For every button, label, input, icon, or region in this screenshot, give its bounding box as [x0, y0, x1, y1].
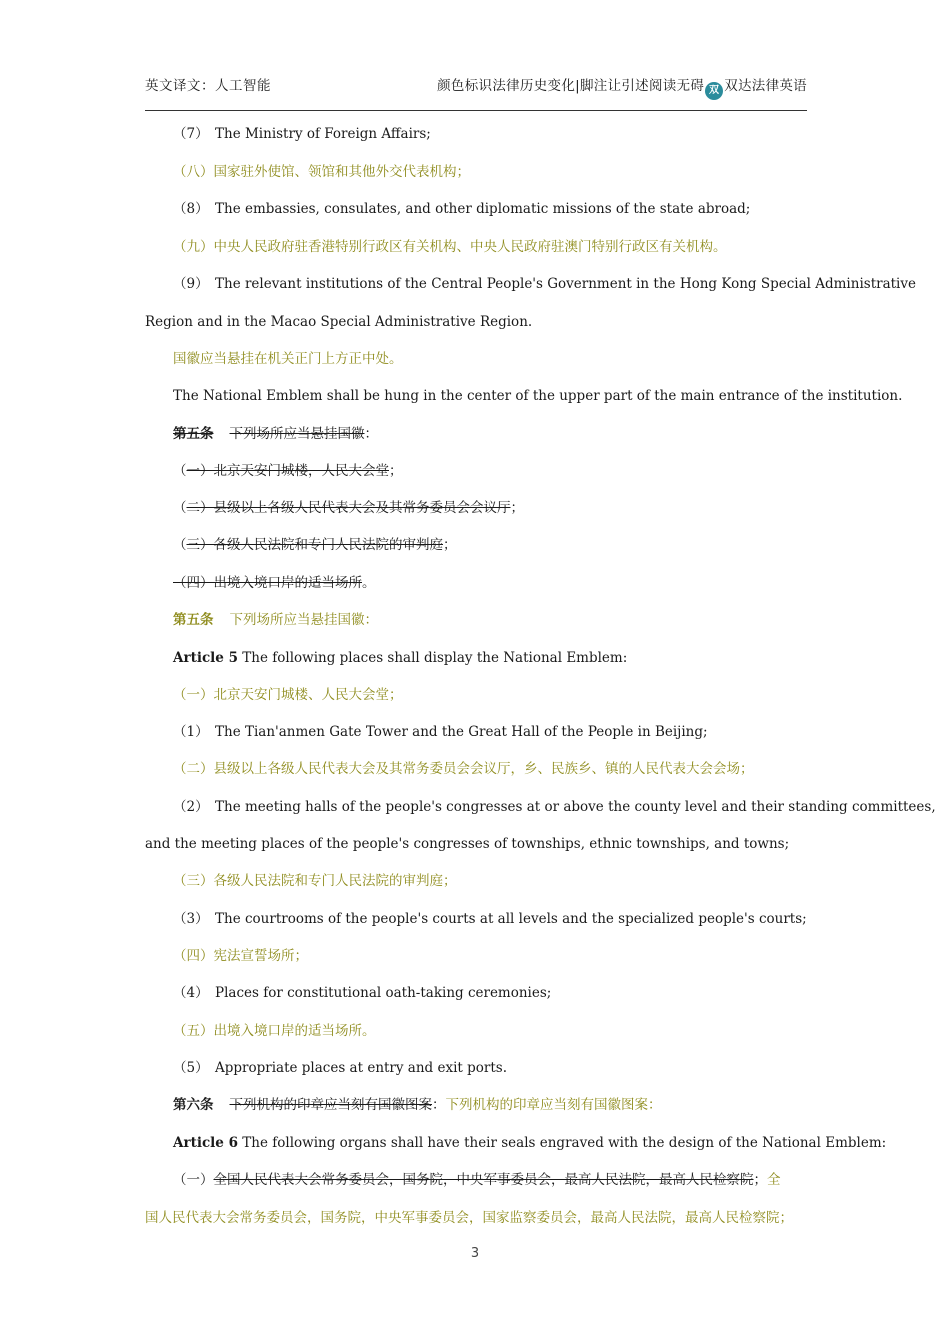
english-article-heading — [173, 1134, 887, 1152]
punctuation: （ — [173, 500, 187, 516]
amended-text: 下列机构的印章应当刻有国徽图案： — [445, 1097, 662, 1113]
english-paragraph: The National Emblem shall be hung in the center of the upper part of the main entrance of the institution. — [173, 388, 903, 404]
article-heading — [173, 1096, 838, 1114]
header-divider — [145, 110, 807, 111]
english-text: The courtrooms of the people's courts at all levels and the specialized people's courts; — [215, 911, 807, 927]
repealed-item — [173, 536, 838, 554]
amended-text: 全 — [767, 1172, 781, 1188]
paragraph — [173, 984, 838, 1002]
article-number: 第六条 — [173, 1097, 214, 1113]
amended-text-continuation: 国人民代表大会常务委员会，国务院，中央军事委员会，国家监察委员会，最高人民法院，最高人民检察院； — [145, 1210, 793, 1226]
item-number: （9） — [173, 276, 209, 292]
punctuation: ； — [510, 500, 524, 516]
paragraph — [173, 910, 838, 928]
page-header — [145, 72, 807, 112]
punctuation: ； — [753, 1172, 767, 1188]
paragraph — [173, 125, 838, 143]
header-slogan-text: 颜色标识法律历史变化|脚注让引述阅读无碍 — [437, 78, 705, 94]
item-number: （一） — [173, 1172, 214, 1188]
repealed-item — [173, 574, 838, 592]
punctuation: ： — [432, 1097, 446, 1113]
paragraph — [173, 1059, 838, 1077]
chinese-paragraph: （九）中央人民政府驻香港特别行政区有关机构、中央人民政府驻澳门特别行政区有关机构。 — [173, 239, 727, 255]
chinese-paragraph: （二）县级以上各级人民代表大会及其常务委员会会议厅，乡、民族乡、镇的人民代表大会会场； — [173, 761, 754, 777]
article-heading — [173, 611, 838, 629]
header-slogan — [437, 74, 807, 100]
paragraph — [173, 723, 838, 741]
english-article-heading — [173, 649, 838, 667]
header-title: 英文译文：人工智能 — [145, 78, 271, 94]
amended-item — [173, 1171, 838, 1189]
article-number: 第五条 — [173, 612, 214, 628]
article-number: 第五条 — [173, 426, 214, 442]
english-text: Appropriate places at entry and exit ports. — [215, 1060, 507, 1076]
item-number: （2） — [173, 799, 209, 815]
repealed-text: 下列机构的印章应当刻有国徽图案 — [229, 1097, 432, 1113]
paragraph-continuation: Region and in the Macao Special Administrative Region. — [145, 314, 533, 330]
english-text: Places for constitutional oath-taking ceremonies; — [215, 985, 552, 1001]
item-number: （3） — [173, 911, 209, 927]
item-number: （5） — [173, 1060, 209, 1076]
chinese-paragraph: （八）国家驻外使馆、领馆和其他外交代表机构； — [173, 164, 470, 180]
repealed-text: 三）各级人民法院和专门人民法院的审判庭 — [186, 537, 443, 553]
punctuation: ； — [443, 537, 457, 553]
chinese-paragraph: （四）宪法宣誓场所； — [173, 948, 308, 964]
english-text: The Ministry of Foreign Affairs; — [215, 126, 431, 142]
chinese-paragraph: （五）出境入境口岸的适当场所。 — [173, 1023, 376, 1039]
repealed-text: 下列场所应当悬挂国徽 — [229, 426, 365, 442]
repealed-item — [173, 499, 838, 517]
item-number: （8） — [173, 201, 209, 217]
repealed-text: 全国人民代表大会常务委员会，国务院，中央军事委员会，最高人民法院，最高人民检察院 — [213, 1172, 754, 1188]
article-text: 下列场所应当悬挂国徽： — [229, 612, 378, 628]
repealed-item — [173, 462, 838, 480]
punctuation: ： — [364, 426, 378, 442]
chinese-paragraph: 国徽应当悬挂在机关正门上方正中处。 — [173, 351, 403, 367]
article-number: Article 5 — [173, 650, 238, 666]
repealed-text: （四）出境入境口岸的适当场所 — [173, 575, 362, 591]
punctuation: 。 — [362, 575, 376, 591]
punctuation: ； — [389, 463, 403, 479]
punctuation: （ — [173, 463, 187, 479]
english-text: The relevant institutions of the Central People's Government in the Hong Kong Special Administrative — [215, 276, 916, 292]
paragraph — [173, 200, 838, 218]
brand-logo-icon: 双 — [705, 82, 723, 100]
page-number: 3 — [470, 1246, 480, 1261]
paragraph — [173, 798, 936, 816]
item-number: （4） — [173, 985, 209, 1001]
paragraph — [173, 275, 916, 293]
repealed-text: 一）北京天安门城楼，人民大会堂 — [186, 463, 389, 479]
repealed-text: 二）县级以上各级人民代表大会及其常务委员会会议厅 — [186, 500, 511, 516]
english-text: The following places shall display the National Emblem: — [237, 650, 628, 666]
chinese-paragraph: （一）北京天安门城楼、人民大会堂； — [173, 687, 403, 703]
item-number: （1） — [173, 724, 209, 740]
english-text: The following organs shall have their seals engraved with the design of the National Emblem: — [237, 1135, 887, 1151]
chinese-paragraph: （三）各级人民法院和专门人民法院的审判庭； — [173, 873, 457, 889]
english-text: The embassies, consulates, and other diplomatic missions of the state abroad; — [215, 201, 751, 217]
article-number: Article 6 — [173, 1135, 238, 1151]
paragraph-continuation: and the meeting places of the people's congresses of townships, ethnic townships, and towns; — [145, 836, 790, 852]
header-brand-name: 双达法律英语 — [724, 78, 807, 94]
english-text: The Tian'anmen Gate Tower and the Great Hall of the People in Beijing; — [215, 724, 708, 740]
item-number: （7） — [173, 126, 209, 142]
english-text: The meeting halls of the people's congresses at or above the county level and their standing committees, — [215, 799, 936, 815]
punctuation: （ — [173, 537, 187, 553]
repealed-article-heading — [173, 425, 838, 443]
